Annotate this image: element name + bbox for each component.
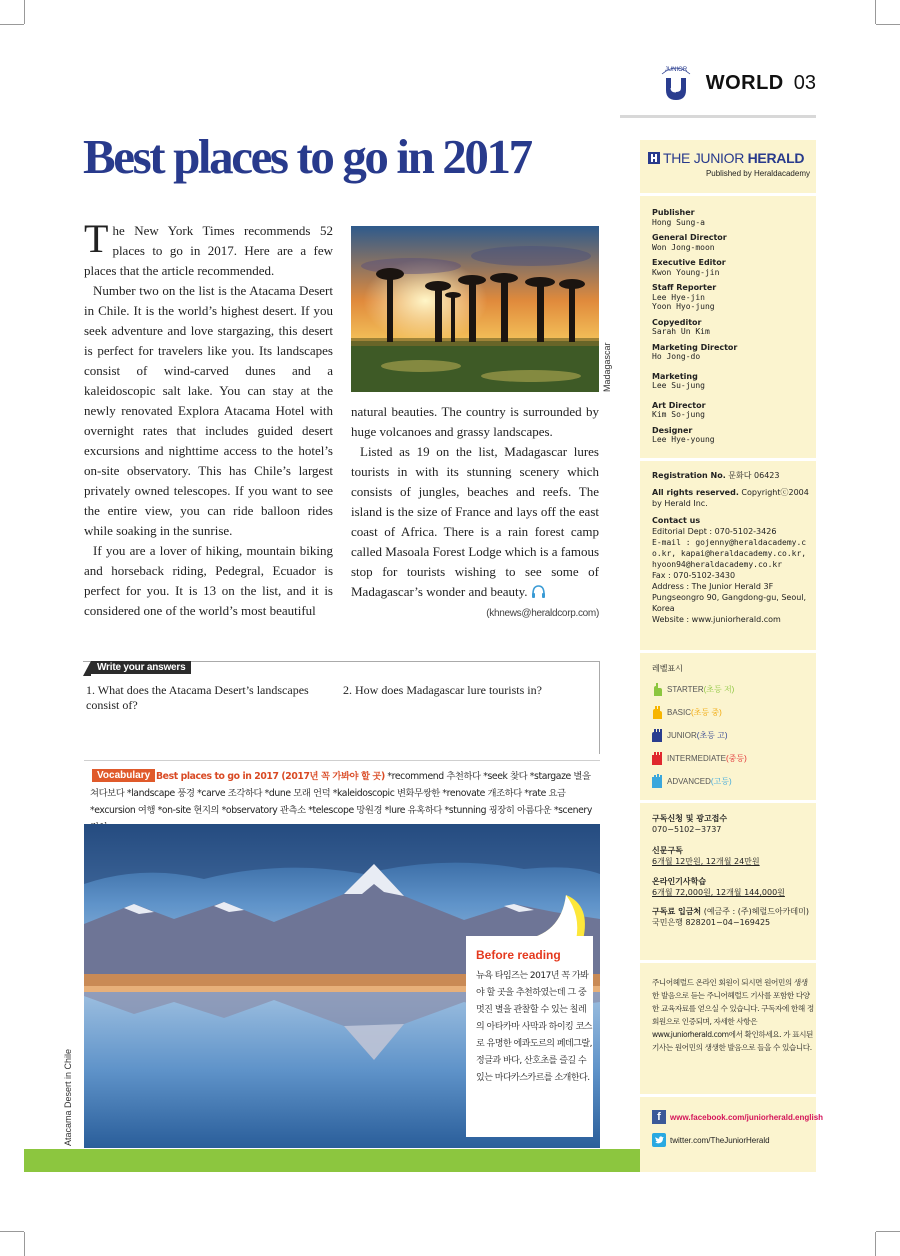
crop-mark (24, 1232, 25, 1256)
staff-entry: Staff Reporter Lee Hye-jin Yoon Hyo-jung (652, 283, 717, 311)
crop-mark (875, 1232, 876, 1256)
atacama-caption: Atacama Desert in Chile (63, 1048, 73, 1146)
contact-line: Fax : 070-5102-3430 (652, 571, 736, 580)
contact-email[interactable]: E-mail : gojenny@heraldacademy.co.kr, kapai@heraldacademy.co.kr, hyoon94@heraldacademy.co.kr (652, 538, 807, 569)
contact-line: Editorial Dept : 070-5102-3426 (652, 527, 777, 536)
staff-list (652, 208, 812, 451)
published-by: Published by Heraldacademy (705, 169, 810, 178)
crop-mark (875, 0, 876, 24)
staff-entry: Copyeditor Sarah Un Kim (652, 317, 710, 336)
before-reading-title: Before reading (476, 948, 561, 962)
sidebar-separator (640, 650, 816, 653)
registration-info (652, 470, 814, 625)
copyright: All rights reserved. Copyrightⓒ2004 by Herald Inc. (652, 488, 809, 508)
crop-mark (876, 1231, 900, 1232)
staff-entry: Designer Lee Hye-young (652, 425, 715, 444)
hand-junior-icon (651, 728, 663, 742)
level-advanced: ADVANCED(고등) (651, 774, 732, 788)
level-intermediate: INTERMEDIATE(중등) (651, 751, 747, 765)
vocabulary-tag: Vocabulary (92, 769, 155, 782)
twitter-link[interactable]: twitter.com/TheJuniorHerald (652, 1133, 770, 1147)
sidebar-separator (640, 193, 816, 196)
levels-title: 레벨표시 (652, 664, 683, 673)
sidebar-separator (640, 800, 816, 803)
staff-entry: Marketing Lee Su-jung (652, 371, 705, 390)
hand-intermediate-icon (651, 751, 663, 765)
junior-logo-icon (656, 60, 696, 106)
subscription-ad: 구독신청 및 광고접수 070−5102−3737 (652, 814, 728, 834)
vocabulary-text: Best places to go in 2017 (2017년 꼭 가봐야 할 곳) *recommend 추천하다 *seek 찾다 *stargaze 별을 쳐다보다 *landscape 풍경 *carve 조각하다 *dune 모래 언덕 *kaleidoscopic 변화무쌍한 *renovate 개조하다 *rate 요금 *excursion 여행 *on-site 현지의 *observatory 관측소 *telescope 망원경 *lure 유혹하다 *stunning 굉장히 아름다운 *scenery (90, 771, 592, 816)
subscription-paper: 신문구독 6개월 12만원, 12개월 24만원 (652, 846, 760, 866)
question-1: 1. What does the Atacama Desert’s landscapes consist of? (86, 683, 309, 712)
article-column-right (351, 402, 599, 602)
hand-basic-icon (651, 705, 663, 719)
sidebar-separator (640, 960, 816, 963)
sidebar-separator (640, 1094, 816, 1097)
answers-box (83, 661, 600, 754)
hand-starter-icon (651, 682, 663, 696)
hand-advanced-icon (651, 774, 663, 788)
twitter-icon (652, 1133, 666, 1147)
contact-title: Contact us (652, 516, 701, 525)
before-reading-text: 뉴욕 타임즈는 2017년 꼭 가봐야 할 곳을 추천하였는데 그 중 멋진 별을 관찰할 수 있는 칠레의 아타카마 사막과 하이킹 코스로 유명한 에콰도르의 페데그랄, 정글과 바다, 산호초를 즐길 수 있는 마다카스카르를 소개한다. (476, 971, 592, 1083)
article-paragraph: natural beauties. The country is surrounded by huge volcanoes and grassy landscapes. (351, 404, 599, 439)
staff-entry: Art Director Kim So-jung (652, 400, 706, 419)
article-column-left (84, 216, 333, 621)
byline: (khnews@heraldcorp.com) (486, 608, 599, 619)
page-header (656, 60, 816, 106)
article-paragraph: The New York Times recommends 52 places to go in 2017. Here are a few places that the article recommended. (84, 216, 333, 278)
staff-entry: Publisher Hong Sung-a (652, 208, 705, 227)
contact-address: Address : The Junior Herald 3F Pungseongro 90, Gangdong-gu, Seoul, Korea (652, 582, 807, 613)
header-rule (620, 115, 816, 118)
drop-cap: T (84, 216, 109, 261)
facebook-icon: f (652, 1110, 666, 1124)
subscription-online: 온라인기사학습 6개월 72,000원, 12개월 144,000원 (652, 877, 785, 897)
logo-text: JUNIOR (664, 67, 687, 73)
section-name: WORLD (705, 71, 784, 94)
question-2: 2. How does Madagascar lure tourists in? (343, 683, 542, 697)
page-number: 03 (793, 71, 816, 94)
level-basic: BASIC(초등 중) (651, 705, 722, 719)
brand-mark-icon (648, 152, 660, 164)
registration-number: Registration No. 문화다 06423 (652, 471, 780, 480)
article-paragraph: If you are a lover of hiking, mountain biking and horseback riding, Pedegral, Ecuador is perfect for you. It is 13 on the list, and it is considered one of the world’s most beautiful (84, 543, 333, 618)
madagascar-photo (351, 226, 599, 392)
subscription-account: 구독료 입금처 (예금주 : (주)헤럴드아카데미) 국민은행 828201−04−169425 (652, 907, 809, 927)
staff-entry: General Director Won Jong-moon (652, 233, 727, 252)
facebook-link[interactable]: f www.facebook.com/juniorherald.english (652, 1110, 823, 1124)
crop-mark (0, 24, 24, 25)
staff-entry: Executive Editor Kwon Young-jin (652, 258, 726, 277)
crop-mark (876, 24, 900, 25)
vocabulary-title: Best places to go in 2017 (2017년 꼭 가봐야 할 곳) (156, 771, 385, 782)
vocabulary-box (84, 760, 600, 820)
level-junior: JUNIOR(초등 고) (651, 728, 728, 742)
membership-notice: 주니어헤럴드 온라인 회원이 되시면 원어민의 생생한 발음으로 듣는 주니어헤럴드 기사를 포함한 다양한 교육자료를 얻으실 수 있습니다. 구독자에 한해 정회원으로 인증되며, 자세한 사항은 www.juniorherald.com에서 확인하세요. 가 표시된 기사는 원어민의 생생한 발음으로 들을 수 있습니다. (652, 978, 814, 1052)
level-starter: STARTER(초등 저) (651, 682, 734, 696)
junior-herald-brand (648, 150, 804, 166)
brand-name: THE JUNIOR HERALD (663, 150, 805, 166)
crop-mark (0, 1231, 24, 1232)
staff-entry: Marketing Director Ho Jong-do (652, 342, 738, 361)
headphone-icon[interactable] (531, 585, 546, 598)
madagascar-caption: Madagascar (602, 342, 612, 392)
footer-strip (24, 1149, 640, 1172)
answers-tag: Write your answers (91, 661, 191, 674)
website-link[interactable]: Website : www.juniorherald.com (652, 615, 781, 624)
article-paragraph: Number two on the list is the Atacama Desert in Chile. It is the world’s highest desert. If you seek adventure and love stargazing, this desert is perfect for travelers like you. Its landscapes consist of wind-carved dunes and a kaleidoscopic salt lake. You can stay at the newly renovated Explora Atacama Hotel with overnight rates that includes guided desert excursions and nighttime access to the hotel’s on-site observatory. This has Chile’s largest privately owned telescopes. If you want to see the entire view, you can ride balloon rides while soaking in the sunrise. (84, 283, 333, 538)
crop-mark (24, 0, 25, 24)
article-title: Best places to go in 2017 (83, 129, 531, 184)
sidebar-separator (640, 458, 816, 461)
article-paragraph: Listed as 19 on the list, Madagascar lures tourists in with its stunning scenery which consists of jungles, beaches and reefs. The island is the size of France and lays off the east coast of Africa. There is a rain forest camp called Masoala Forest Lodge which is a famous stop for tourists wishing to see some of Madagascar’s wonder and beauty. (351, 444, 600, 599)
